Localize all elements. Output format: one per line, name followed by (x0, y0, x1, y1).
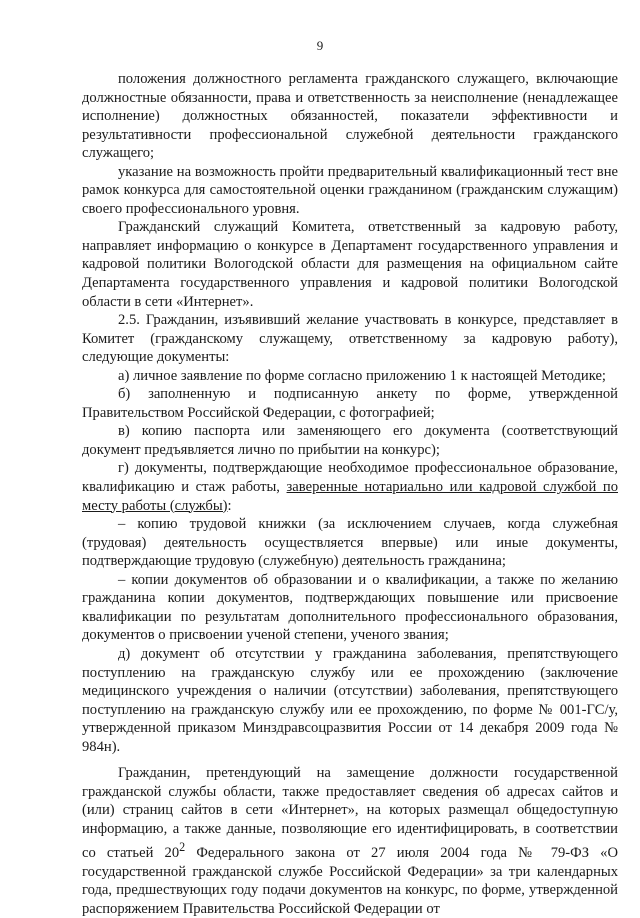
paragraph-hr-officer: Гражданский служащий Комитета, ответственный за кадровую работу, направляет информацию о конкурсе в Департамент государственного управления и кадровой политики Вологодской области для размещения на официальном сайте Департамента государственного управления и кадровой политики Вологодской области в сети «Интернет». (82, 219, 618, 310)
internet-info-tail: Федерального закона от 27 июля 2004 года № 79-ФЗ «О государственной гражданской службе Российской Федерации» за три календарных года, предшествующих году подачи документов на конкурс, по форме, утвержденной распоряжением Правительства Российской Федерации от (82, 845, 618, 917)
item-g-text: г) документы, подтверждающие необходимое профессиональное образование, квалификацию и стаж работы, (82, 460, 618, 496)
item-g-tail: : (227, 497, 232, 514)
document-body (82, 68, 618, 918)
paragraph-dash-education: – копии документов об образовании и о квалификации, а также по желанию гражданина копии документов, подтверждающих повышение или присвоение квалификации по результатам дополнительного профессионального образования, документов о присвоении ученой степени, ученого звания; (82, 571, 618, 644)
page-number: 9 (316, 38, 324, 53)
paragraph-item-v: в) копию паспорта или заменяющего его документа (соответствующий документ предъявляется лично по прибытии на конкурс); (82, 423, 618, 458)
paragraph-dash-work-book: – копию трудовой книжки (за исключением случаев, когда служебная (трудовая) деятельность осуществляется впервые) или иные документы, подтверждающие трудовую (служебную) деятельность гражданина; (82, 516, 618, 570)
item-g-underlined: заверенные нотариально или кадровой службой по месту работы (службы) (82, 479, 618, 514)
internet-info-text: Гражданин, претендующий на замещение должности государственной гражданской службы области, также предоставляет сведения об адресах сайтов и (или) страниц сайтов в сети «Интернет», на которых размещал общедоступную информацию, а также данные, позволяющие его идентифицировать, в соответствии со статьей 20 (82, 765, 618, 862)
paragraph-item-g (82, 459, 618, 515)
paragraph-item-b: б) заполненную и подписанную анкету по форме, утвержденной Правительством Российской Федерации, с фотографией; (82, 386, 618, 421)
paragraph-item-a: а) личное заявление по форме согласно приложению 1 к настоящей Методике; (118, 367, 606, 384)
paragraph-2-5: 2.5. Гражданин, изъявивший желание участвовать в конкурсе, представляет в Комитет (гражданскому служащему, ответственному за кадровую работу), следующие документы: (82, 312, 618, 366)
paragraph-regulation-provisions: положения должностного регламента гражданского служащего, включающие должностные обязанности, права и ответственность за неисполнение (ненадлежащее исполнение) должностных обязанностей, показатели эффективности и результативности профессиональной служебной деятельности гражданского служащего; (82, 71, 618, 162)
article-superscript: 2 (179, 840, 186, 855)
paragraph-internet-info (82, 764, 618, 918)
paragraph-qualification-test: указание на возможность пройти предварительный квалификационный тест вне рамок конкурса для самостоятельной оценки гражданином (гражданским служащим) своего профессионального уровня. (82, 163, 618, 217)
paragraph-item-d: д) документ об отсутствии у гражданина заболевания, препятствующего поступлению на гражданскую службу или ее прохождению (заключение медицинского учреждения о наличии (отсутствии) заболевания, препятствующего поступлению на гражданскую службу или ее прохождению, по форме № 001-ГС/у, утвержденной приказом Минздравсоцразвития России от 14 декабря 2009 года № 984н). (82, 645, 618, 755)
